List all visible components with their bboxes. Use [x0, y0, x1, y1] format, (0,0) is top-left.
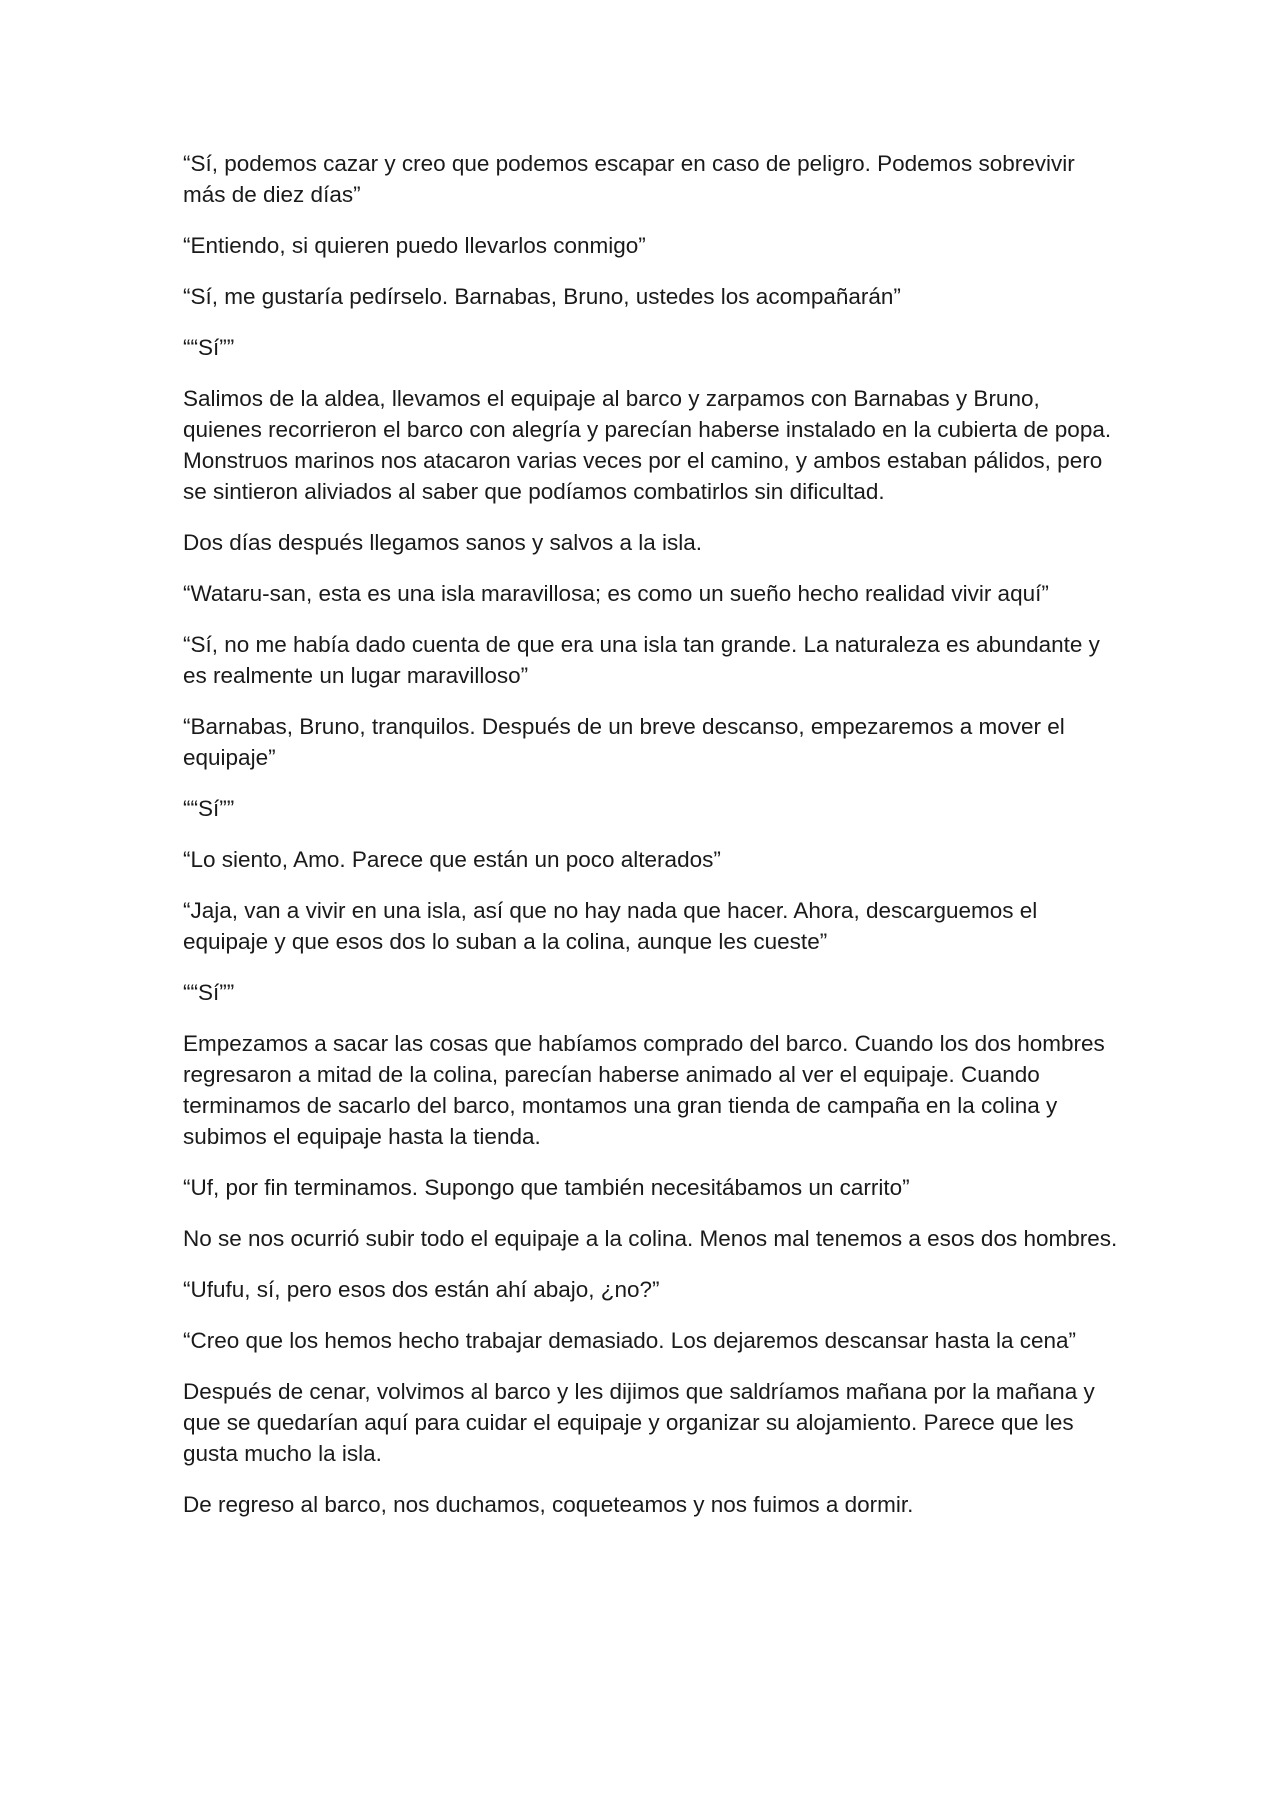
paragraph: “Sí, no me había dado cuenta de que era una isla tan grande. La naturaleza es abundante y es realmente un lugar maravilloso”	[183, 632, 1100, 688]
paragraph: Dos días después llegamos sanos y salvos a la isla.	[183, 530, 703, 555]
paragraph: De regreso al barco, nos duchamos, coqueteamos y nos fuimos a dormir.	[183, 1492, 914, 1517]
paragraph: “Lo siento, Amo. Parece que están un poco alterados”	[183, 847, 721, 872]
document-page	[183, 148, 1118, 1540]
paragraph: ““Sí””	[183, 796, 235, 821]
paragraph: No se nos ocurrió subir todo el equipaje a la colina. Menos mal tenemos a esos dos hombres.	[183, 1226, 1118, 1251]
paragraph: ““Sí””	[183, 335, 235, 360]
paragraph: “Uf, por fin terminamos. Supongo que también necesitábamos un carrito”	[183, 1175, 910, 1200]
paragraph: ““Sí””	[183, 980, 235, 1005]
paragraph: “Ufufu, sí, pero esos dos están ahí abajo, ¿no?”	[183, 1277, 660, 1302]
paragraph: “Sí, podemos cazar y creo que podemos escapar en caso de peligro. Podemos sobrevivir más de diez días”	[183, 151, 1075, 207]
paragraph: “Barnabas, Bruno, tranquilos. Después de un breve descanso, empezaremos a mover el equipaje”	[183, 714, 1065, 770]
paragraph: “Wataru-san, esta es una isla maravillosa; es como un sueño hecho realidad vivir aquí”	[183, 581, 1049, 606]
paragraph: Salimos de la aldea, llevamos el equipaje al barco y zarpamos con Barnabas y Bruno, quienes recorrieron el barco con alegría y parecían haberse instalado en la cubierta de popa. Monstruos marinos nos atacaron varias veces por el camino, y ambos estaban pálidos, pero se sintieron aliviados al saber que podíamos combatirlos sin dificultad.	[183, 386, 1112, 504]
paragraph: Empezamos a sacar las cosas que habíamos comprado del barco. Cuando los dos hombres regresaron a mitad de la colina, parecían haberse animado al ver el equipaje. Cuando terminamos de sacarlo del barco, montamos una gran tienda de campaña en la colina y subimos el equipaje hasta la tienda.	[183, 1031, 1105, 1149]
paragraph: “Sí, me gustaría pedírselo. Barnabas, Bruno, ustedes los acompañarán”	[183, 284, 901, 309]
paragraph: Después de cenar, volvimos al barco y les dijimos que saldríamos mañana por la mañana y que se quedarían aquí para cuidar el equipaje y organizar su alojamiento. Parece que les gusta mucho la isla.	[183, 1379, 1095, 1466]
paragraph: “Entiendo, si quieren puedo llevarlos conmigo”	[183, 233, 646, 258]
paragraph: “Jaja, van a vivir en una isla, así que no hay nada que hacer. Ahora, descarguemos el equipaje y que esos dos lo suban a la colina, aunque les cueste”	[183, 898, 1038, 954]
paragraph: “Creo que los hemos hecho trabajar demasiado. Los dejaremos descansar hasta la cena”	[183, 1328, 1077, 1353]
